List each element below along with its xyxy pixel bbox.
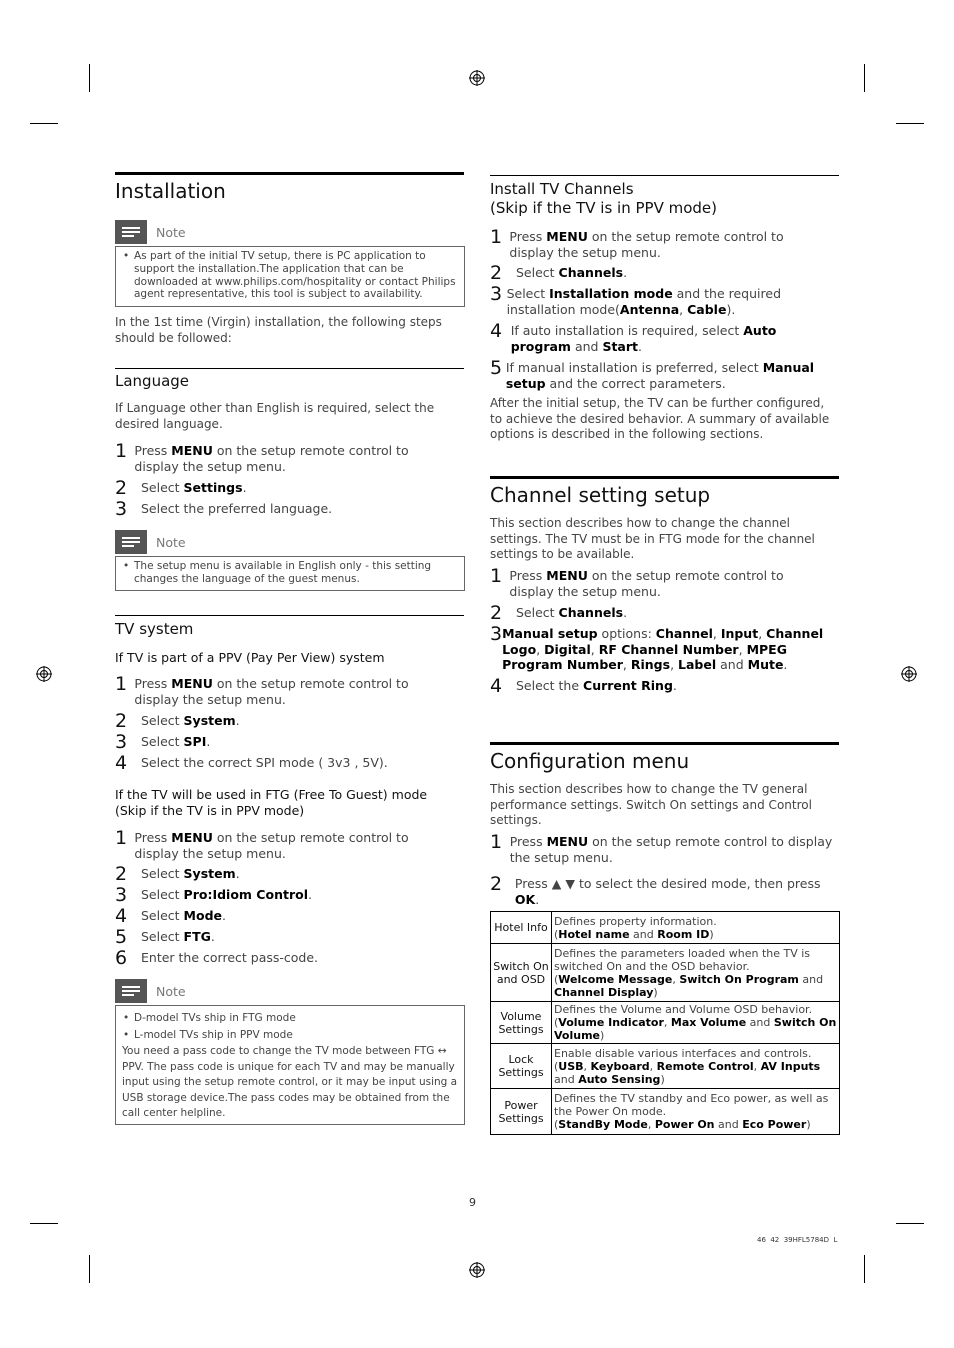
section-rule <box>115 172 464 175</box>
config-menu-intro: This section describes how to change the TV general performance settings. Switch On settings and Control settings. <box>490 782 812 827</box>
table-cell-description: Defines property information. (Hotel name and Room ID) <box>552 912 840 944</box>
step-text: Select the Current Ring. <box>516 678 677 693</box>
step-text: Press MENU on the setup remote control to display the setup menu. <box>134 676 409 707</box>
table-row <box>491 1044 840 1089</box>
table-row <box>491 912 840 944</box>
install-step-5 <box>490 357 830 391</box>
crop-mark <box>896 123 924 124</box>
step-text: Select Installation mode and the required installation mode(Antenna, Cable). <box>506 286 781 317</box>
tv-system-title: TV system <box>115 620 194 638</box>
step-text: Select Channels. <box>516 265 628 280</box>
note-icon <box>115 220 147 244</box>
crop-mark <box>89 1255 90 1283</box>
note-item: • L-model TVs ship in PPV mode <box>118 1027 462 1044</box>
step-number: 1 <box>115 827 128 849</box>
installation-title: Installation <box>115 179 226 203</box>
note-item: • As part of the initial TV setup, there is PC application to support the installation.The application that can be downloaded at www.philips.com/hospitality or contact Philips agent representative, this tool is subject to availability. <box>118 250 460 301</box>
language-step-3 <box>115 498 455 520</box>
note-item: • The setup menu is available in English only - this setting changes the language of the guest menus. <box>118 560 460 586</box>
install-step-3 <box>490 283 830 317</box>
crop-mark <box>864 64 865 92</box>
step-text: Select FTG. <box>141 929 215 944</box>
channel-setting-intro: This section describes how to change the channel settings. The TV must be in FTG mode for the channel settings to be available. <box>490 516 815 561</box>
table-cell-description: Defines the parameters loaded when the TV is switched On and the OSD behavior. (Welcome Message, Switch On Program and Channel Display) <box>552 944 840 1002</box>
config-step-1 <box>490 831 835 865</box>
config-step-2 <box>490 873 835 907</box>
step-text: If manual installation is preferred, select Manual setup and the correct parameters. <box>505 360 815 391</box>
step-number: 1 <box>490 565 503 587</box>
crop-mark <box>30 123 58 124</box>
config-menu-title: Configuration menu <box>490 749 690 773</box>
ftg-step-5 <box>115 926 455 948</box>
registration-mark-icon <box>901 666 917 682</box>
language-title: Language <box>115 372 190 390</box>
note-box <box>115 246 465 307</box>
note-header <box>115 979 186 1003</box>
config-table <box>490 911 840 1135</box>
table-cell-description: Defines the TV standby and Eco power, as well as the Power On mode. (StandBy Mode, Power On and Eco Power) <box>552 1089 840 1135</box>
step-number: 2 <box>115 863 128 885</box>
note-box <box>115 1005 465 1125</box>
note-list <box>118 560 460 586</box>
step-text: Press MENU on the setup remote control to display the setup menu. <box>134 443 409 474</box>
channel-step-1 <box>490 565 830 599</box>
section-rule <box>490 742 839 745</box>
table-cell-description: Enable disable various interfaces and controls. (USB, Keyboard, Remote Control, AV Inputs and Auto Sensing) <box>552 1044 840 1089</box>
note-icon <box>115 979 147 1003</box>
section-rule <box>490 175 839 176</box>
channel-step-4 <box>490 675 830 697</box>
installation-intro: In the 1st time (Virgin) installation, the following steps should be followed: <box>115 315 442 345</box>
step-text: Enter the correct pass-code. <box>141 950 319 965</box>
ppv-step-2 <box>115 710 455 732</box>
step-number: 3 <box>115 731 128 753</box>
step-number: 3 <box>490 283 503 305</box>
table-cell-label: Switch On and OSD <box>491 944 552 1002</box>
ppv-heading: If TV is part of a PPV (Pay Per View) system <box>115 650 385 665</box>
note-label: Note <box>156 534 186 550</box>
step-text: Press MENU on the setup remote control to display the setup menu. <box>509 568 784 599</box>
ppv-step-3 <box>115 731 455 753</box>
step-number: 1 <box>490 226 503 248</box>
section-rule <box>115 615 464 616</box>
registration-mark-icon <box>36 666 52 682</box>
step-text: Manual setup options: Channel, Input, Channel Logo, Digital, RF Channel Number, MPEG Program Number, Rings, Label and Mute. <box>502 626 824 672</box>
step-text: Select SPI. <box>141 734 211 749</box>
install-step-1 <box>490 226 830 260</box>
ftg-step-3 <box>115 884 455 906</box>
step-number: 1 <box>490 831 503 853</box>
language-intro: If Language other than English is required, select the desired language. <box>115 401 435 431</box>
section-rule <box>115 368 464 369</box>
install-channels-after: After the initial setup, the TV can be further configured, to achieve the desired behavior. A summary of available options is described in the following sections. <box>490 396 830 441</box>
ftg-step-1 <box>115 827 455 861</box>
step-number: 2 <box>490 602 503 624</box>
note-list <box>118 250 460 301</box>
ftg-step-2 <box>115 863 455 885</box>
registration-mark-icon <box>469 70 485 86</box>
step-text: Select the preferred language. <box>141 501 333 516</box>
note-list <box>118 1010 462 1044</box>
table-cell-label: Volume Settings <box>491 1002 552 1044</box>
page-number: 9 <box>469 1196 476 1209</box>
table-row <box>491 944 840 1002</box>
note-header <box>115 220 186 244</box>
step-number: 3 <box>490 623 503 645</box>
language-step-2 <box>115 477 455 499</box>
install-step-2 <box>490 262 830 284</box>
table-row <box>491 1002 840 1044</box>
language-step-1 <box>115 440 455 474</box>
note-item: • D-model TVs ship in FTG mode <box>118 1010 462 1027</box>
step-text: Select System. <box>141 713 240 728</box>
note-label: Note <box>156 983 186 999</box>
section-rule <box>490 476 839 479</box>
note-box <box>115 556 465 591</box>
table-cell-label: Lock Settings <box>491 1044 552 1089</box>
step-number: 4 <box>490 320 503 342</box>
step-number: 2 <box>115 710 128 732</box>
install-channels-title: Install TV Channels (Skip if the TV is in PPV mode) <box>490 180 718 217</box>
step-text: Press MENU on the setup remote control to display the setup menu. <box>509 834 833 865</box>
ftg-step-4 <box>115 905 455 927</box>
table-row <box>491 1089 840 1135</box>
ppv-step-1 <box>115 673 455 707</box>
step-number: 4 <box>115 905 128 927</box>
table-cell-label: Power Settings <box>491 1089 552 1135</box>
step-number: 2 <box>490 873 503 895</box>
step-number: 1 <box>115 440 128 462</box>
step-text: Press ▲ ▼ to select the desired mode, then press OK. <box>514 876 821 907</box>
ftg-heading: If the TV will be used in FTG (Free To Guest) mode (Skip if the TV is in PPV mode) <box>115 787 428 818</box>
registration-mark-icon <box>469 1262 485 1278</box>
step-text: Select Mode. <box>141 908 226 923</box>
step-number: 3 <box>115 498 128 520</box>
crop-mark <box>30 1223 58 1224</box>
ftg-step-6 <box>115 947 455 969</box>
step-text: Select Settings. <box>141 480 247 495</box>
step-number: 6 <box>115 947 128 969</box>
ppv-step-4 <box>115 752 455 774</box>
install-step-4 <box>490 320 830 354</box>
step-text: Select Pro:Idiom Control. <box>141 887 312 902</box>
note-header <box>115 530 186 554</box>
footer-code: 46 42 39HFL5784D L <box>757 1236 838 1244</box>
step-number: 4 <box>115 752 128 774</box>
table-cell-description: Defines the Volume and Volume OSD behavior. (Volume Indicator, Max Volume and Switch On Volume) <box>552 1002 840 1044</box>
step-text: Select the correct SPI mode ( 3v3 , 5V). <box>141 755 388 770</box>
step-text: Press MENU on the setup remote control to display the setup menu. <box>134 830 409 861</box>
step-number: 2 <box>490 262 503 284</box>
note-label: Note <box>156 224 186 240</box>
table-cell-label: Hotel Info <box>491 912 552 944</box>
channel-step-3 <box>490 623 830 673</box>
crop-mark <box>896 1223 924 1224</box>
step-number: 2 <box>115 477 128 499</box>
crop-mark <box>864 1255 865 1283</box>
note-paragraph: You need a pass code to change the TV mode between FTG ↔ PPV. The pass code is unique for each TV and may be manually input using the setup remote control, or it may be input using a USB storage device.The pass codes may be obtained from the call center helpline. <box>122 1045 458 1119</box>
step-number: 3 <box>115 884 128 906</box>
step-text: Press MENU on the setup remote control to display the setup menu. <box>509 229 784 260</box>
channel-step-2 <box>490 602 830 624</box>
step-number: 1 <box>115 673 128 695</box>
step-number: 4 <box>490 675 503 697</box>
step-number: 5 <box>490 357 503 379</box>
channel-setting-title: Channel setting setup <box>490 483 711 507</box>
step-text: Select System. <box>141 866 240 881</box>
step-text: If auto installation is required, select Auto program and Start. <box>510 323 777 354</box>
crop-mark <box>89 64 90 92</box>
step-text: Select Channels. <box>516 605 628 620</box>
step-number: 5 <box>115 926 128 948</box>
note-icon <box>115 530 147 554</box>
